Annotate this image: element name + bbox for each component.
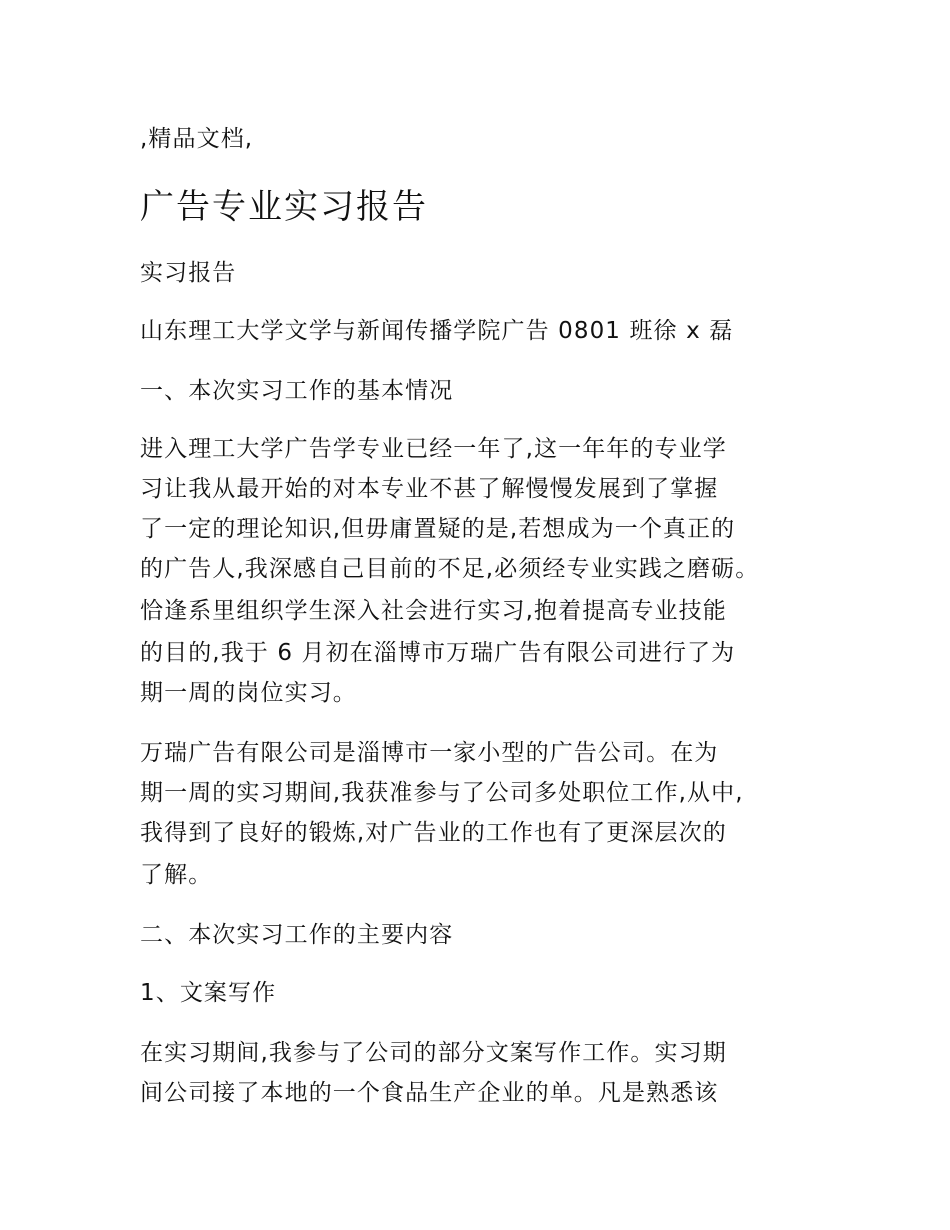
paragraph-2-line: 万瑞广告有限公司是淄博市一家小型的广告公司。在为 (140, 740, 719, 766)
document-title: 广告专业实习报告 (140, 187, 428, 227)
author-line: 山东理工大学文学与新闻传播学院广告 0801 班徐 x 磊 (140, 318, 734, 344)
paragraph-1-line: 了一定的理论知识,但毋庸置疑的是,若想成为一个真正的 (140, 516, 736, 542)
paragraph-2-line: 我得到了良好的锻炼,对广告业的工作也有了更深层次的 (140, 820, 727, 846)
section-heading-1: 一、本次实习工作的基本情况 (140, 378, 454, 404)
paragraph-1-line: 进入理工大学广告学专业已经一年了,这一年年的专业学 (140, 436, 727, 462)
paragraph-3-line: 间公司接了本地的一个食品生产企业的单。凡是熟悉该 (140, 1080, 719, 1106)
paragraph-2-line: 期一周的实习期间,我获准参与了公司多处职位工作,从中, (140, 780, 744, 806)
report-label: 实习报告 (140, 260, 237, 286)
paragraph-1-line: 的目的,我于 6 月初在淄博市万瑞广告有限公司进行了为 (140, 640, 736, 666)
paragraph-1-line: 的广告人,我深感自己目前的不足,必须经专业实践之磨砺。 (140, 556, 760, 582)
paragraph-3-line: 在实习期间,我参与了公司的部分文案写作工作。实习期 (140, 1040, 727, 1066)
header-mark: ,精品文档, (140, 126, 254, 152)
paragraph-1-line: 习让我从最开始的对本专业不甚了解慢慢发展到了掌握 (140, 476, 719, 502)
paragraph-1-line: 期一周的岗位实习。 (140, 680, 357, 706)
paragraph-1-line: 恰逢系里组织学生深入社会进行实习,抱着提高专业技能 (140, 598, 727, 624)
section-heading-2: 二、本次实习工作的主要内容 (140, 922, 454, 948)
subsection-heading-1: 1、文案写作 (140, 980, 277, 1006)
paragraph-2-line: 了解。 (140, 862, 213, 888)
